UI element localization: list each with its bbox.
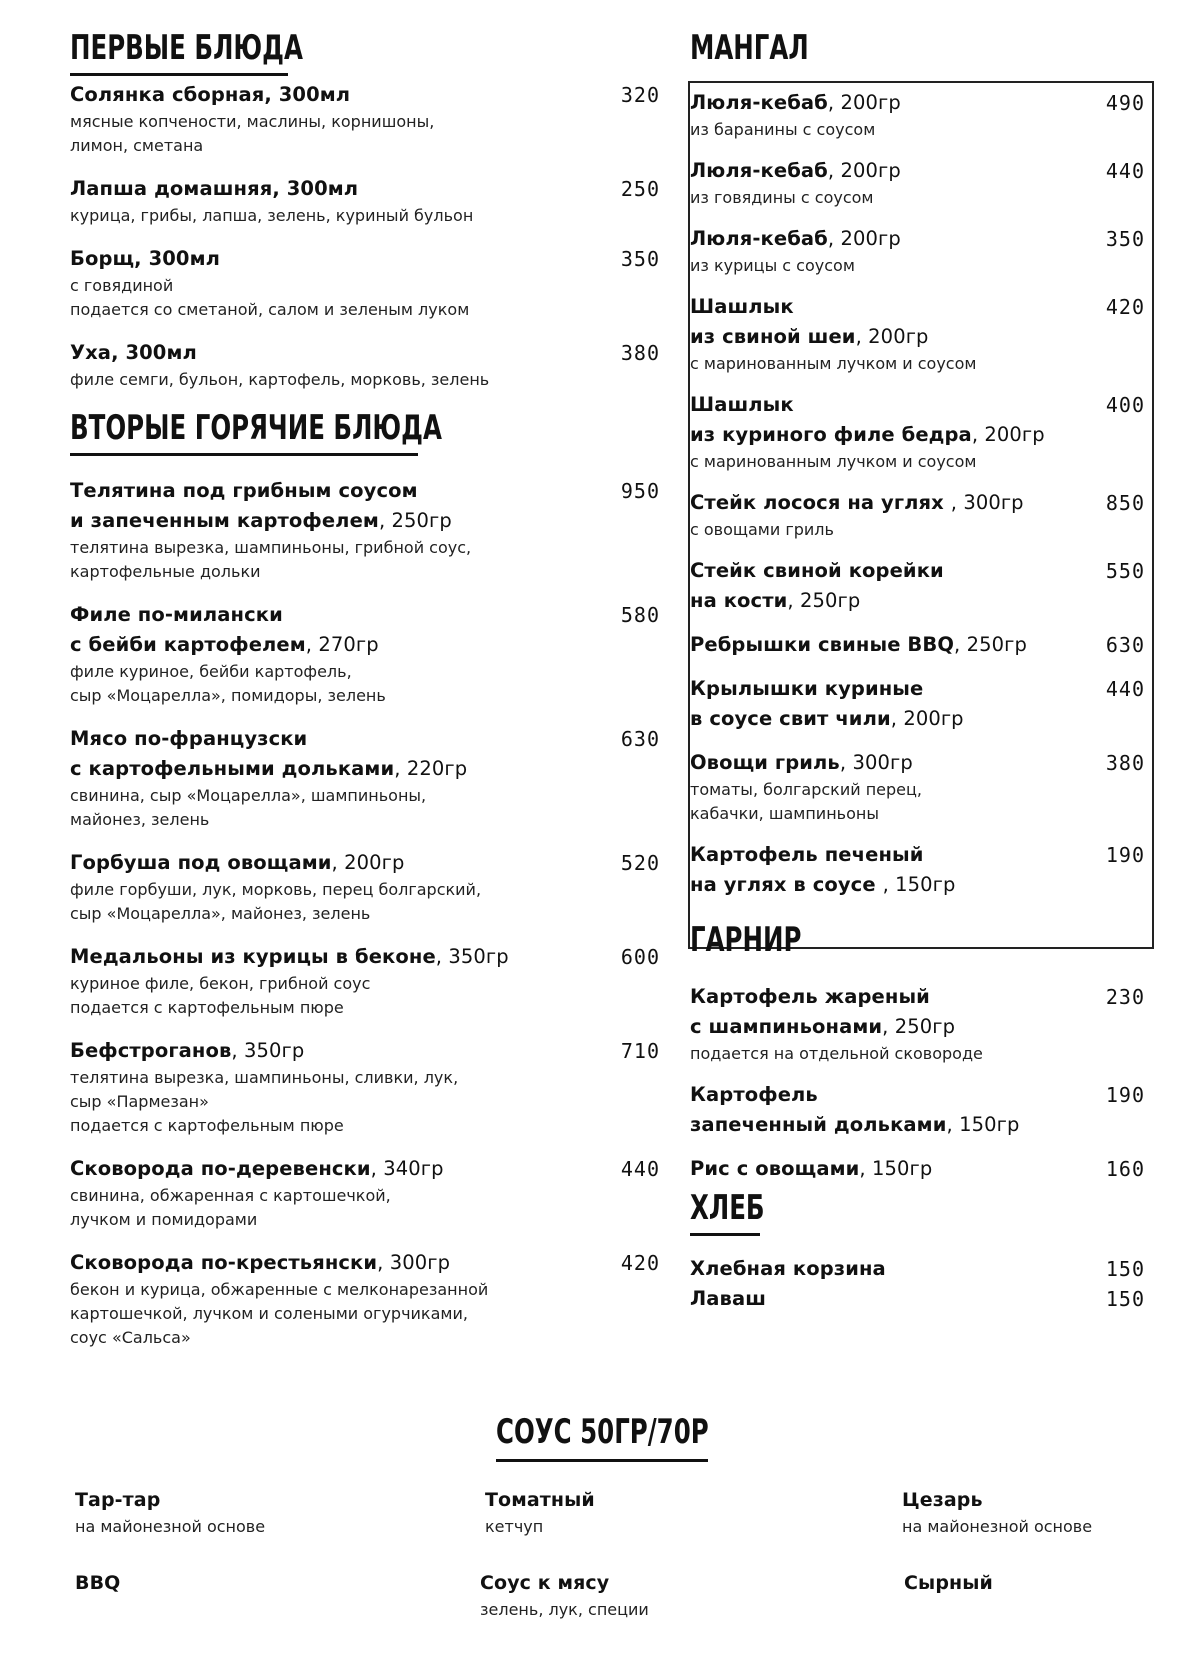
item-price: 320 [620, 83, 660, 107]
item-title: и запеченным картофелем [70, 509, 379, 532]
item-description: филе горбуши, лук, морковь, перец болгарский, [70, 880, 482, 899]
item-name-line2 [690, 1110, 1145, 1140]
item-weight: , 350гр [231, 1039, 305, 1062]
item-weight: , 250гр [787, 589, 861, 612]
item-description: телятина вырезка, шампиньоны, грибной соус, [70, 538, 472, 557]
right-column [690, 28, 1155, 76]
section-title: МАНГАЛ [690, 28, 809, 68]
item-price: 490 [1105, 91, 1145, 115]
item-title: Люля-кебаб [690, 91, 828, 114]
item-name [690, 674, 1145, 704]
item-price: 630 [620, 727, 660, 751]
item-description: из курицы с соусом [690, 256, 855, 275]
section-underline [496, 1459, 708, 1462]
item-price: 230 [1105, 985, 1145, 1009]
item-title: запеченный дольками [690, 1113, 947, 1136]
menu-item [690, 1284, 1145, 1314]
sauce-name: BBQ [75, 1572, 121, 1594]
item-price: 950 [620, 479, 660, 503]
item-description: с маринованным лучком и соусом [690, 354, 977, 373]
menu-item [70, 942, 660, 1020]
item-price: 400 [1105, 393, 1145, 417]
item-title: из свиной шеи [690, 325, 856, 348]
menu-item [70, 1248, 660, 1350]
item-weight: , 300гр [950, 491, 1024, 514]
menu-item [70, 724, 660, 832]
item-name [70, 848, 660, 878]
item-weight: , 300гр [377, 1251, 451, 1274]
menu-item [690, 156, 1145, 210]
item-name [690, 748, 1145, 778]
item-description: соус «Сальса» [70, 1328, 191, 1347]
section-bread [690, 1188, 1145, 1236]
section-garnish [690, 920, 1145, 968]
item-title: Хлебная корзина [690, 1257, 886, 1280]
item-title: Мясо по-французски [70, 727, 308, 750]
item-price: 550 [1105, 559, 1145, 583]
sauce-item [485, 1485, 595, 1539]
item-name-line2 [70, 754, 660, 784]
menu-item [70, 1154, 660, 1232]
item-name [70, 1248, 660, 1278]
menu-item [690, 748, 1145, 826]
item-price: 350 [620, 247, 660, 271]
menu-item [690, 630, 1145, 660]
garnish-section [690, 920, 1145, 1198]
item-price: 600 [620, 945, 660, 969]
sauce-item [480, 1568, 649, 1622]
item-weight: , 250гр [378, 509, 452, 532]
item-description: с маринованным лучком и соусом [690, 452, 977, 471]
item-name [70, 1154, 660, 1184]
item-name [70, 600, 660, 630]
left-column [70, 28, 660, 1366]
menu-item [690, 88, 1145, 142]
menu-item [690, 1080, 1145, 1140]
item-name-line2 [690, 1012, 1145, 1042]
item-description: куриное филе, бекон, грибной соус [70, 974, 371, 993]
item-description: сыр «Пармезан» [70, 1092, 209, 1111]
garnish-list [690, 982, 1145, 1184]
item-price: 380 [620, 341, 660, 365]
item-title: в соусе свит чили [690, 707, 891, 730]
item-weight: , 340гр [370, 1157, 444, 1180]
item-name [690, 88, 1145, 118]
item-title: Шашлык [690, 393, 794, 416]
menu-item [690, 1254, 1145, 1284]
section-title: ВТОРЫЕ ГОРЯЧИЕ БЛЮДА [70, 408, 442, 448]
item-description: курица, грибы, лапша, зелень, куриный бульон [70, 206, 474, 225]
section-first-courses [70, 28, 660, 76]
item-description: картошечкой, лучком и солеными огурчиками, [70, 1304, 468, 1323]
sauce-description: кетчуп [485, 1517, 544, 1536]
menu-item [690, 390, 1145, 474]
item-description: сыр «Моцарелла», помидоры, зелень [70, 686, 386, 705]
first-courses-list [70, 80, 660, 392]
item-price: 160 [1105, 1157, 1145, 1181]
menu-item [690, 556, 1145, 616]
item-title: из куриного филе бедра [690, 423, 972, 446]
item-price: 420 [620, 1251, 660, 1275]
item-title: с бейби картофелем [70, 633, 306, 656]
item-weight: , 150гр [946, 1113, 1020, 1136]
item-weight: , 250гр [954, 633, 1027, 656]
item-title: Ребрышки свиные BBQ [690, 633, 955, 656]
item-name [690, 630, 1145, 660]
item-name [70, 80, 660, 110]
item-name-line2 [690, 586, 1145, 616]
item-description: томаты, болгарский перец, [690, 780, 922, 799]
item-price: 580 [620, 603, 660, 627]
section-title: ПЕРВЫЕ БЛЮДА [70, 28, 303, 68]
item-name [70, 1036, 660, 1066]
item-weight: , 200гр [827, 227, 901, 250]
bread-list [690, 1254, 1145, 1314]
item-description: сыр «Моцарелла», майонез, зелень [70, 904, 371, 923]
item-title: Стейк лосося на углях [690, 491, 951, 514]
item-name [690, 156, 1145, 186]
item-weight: , 200гр [890, 707, 964, 730]
item-price: 190 [1105, 1083, 1145, 1107]
section-title: ГАРНИР [690, 920, 802, 960]
menu-item [690, 674, 1145, 734]
menu-item [70, 476, 660, 584]
item-price: 440 [1105, 159, 1145, 183]
item-weight: , 150гр [882, 873, 956, 896]
item-title: Картофель жареный [690, 985, 930, 1008]
item-title: Лапша домашняя, 300мл [70, 177, 359, 200]
item-name [70, 724, 660, 754]
item-description: лимон, сметана [70, 136, 204, 155]
section-title: СОУС 50ГР/70Р [496, 1412, 709, 1452]
section-mangal [690, 28, 1155, 76]
item-price: 380 [1105, 751, 1145, 775]
sauce-name: Тар-тар [75, 1489, 161, 1511]
menu-item [690, 1154, 1145, 1184]
item-name-line2 [690, 704, 1145, 734]
menu-item [690, 982, 1145, 1066]
item-name [690, 840, 1145, 870]
item-name [690, 390, 1145, 420]
item-weight: , 200гр [827, 159, 901, 182]
item-title: Шашлык [690, 295, 794, 318]
sauce-name: Томатный [485, 1489, 595, 1511]
item-description: подается со сметаной, салом и зеленым луком [70, 300, 470, 319]
item-title: Овощи гриль [690, 751, 840, 774]
item-title: Рис с овощами [690, 1157, 860, 1180]
item-title: Лаваш [690, 1287, 767, 1310]
item-title: Стейк свиной корейки [690, 559, 944, 582]
item-weight: , 350гр [435, 945, 509, 968]
sauce-name: Цезарь [902, 1489, 983, 1511]
item-title: Филе по-милански [70, 603, 283, 626]
menu-item [70, 1036, 660, 1138]
item-weight: , 250гр [882, 1015, 956, 1038]
menu-item [70, 80, 660, 158]
section-underline [70, 453, 418, 456]
sauce-item [904, 1568, 993, 1598]
item-title: Сковорода по-крестьянски [70, 1251, 378, 1274]
sauce-name: Сырный [904, 1572, 993, 1594]
item-weight: , 150гр [859, 1157, 933, 1180]
menu-item [690, 224, 1145, 278]
item-description: из говядины с соусом [690, 188, 874, 207]
item-title: на кости [690, 589, 788, 612]
menu-item [690, 840, 1145, 900]
menu-item [70, 174, 660, 228]
menu-item [70, 244, 660, 322]
sauce-description: зелень, лук, специи [480, 1600, 649, 1619]
bread-section [690, 1188, 1145, 1314]
item-description: подается на отдельной сковороде [690, 1044, 983, 1063]
item-name [70, 476, 660, 506]
item-name [690, 1254, 1145, 1284]
item-title: Картофель [690, 1083, 818, 1106]
item-title: Бефстроганов [70, 1039, 232, 1062]
item-description: лучком и помидорами [70, 1210, 258, 1229]
menu-item [70, 848, 660, 926]
item-description: мясные копчености, маслины, корнишоны, [70, 112, 435, 131]
item-title: Горбуша под овощами [70, 851, 332, 874]
item-weight: , 200гр [855, 325, 929, 348]
item-name [690, 982, 1145, 1012]
item-name [690, 488, 1145, 518]
item-title: Медальоны из курицы в беконе [70, 945, 436, 968]
item-weight: , 200гр [827, 91, 901, 114]
item-price: 190 [1105, 843, 1145, 867]
item-name [690, 1080, 1145, 1110]
second-courses-list [70, 476, 660, 1350]
item-description: свинина, обжаренная с картошечкой, [70, 1186, 391, 1205]
item-title: Солянка сборная, 300мл [70, 83, 351, 106]
item-name [690, 1154, 1145, 1184]
item-description: кабачки, шампиньоны [690, 804, 879, 823]
item-description: из баранины с соусом [690, 120, 876, 139]
item-title: на углях в соусе [690, 873, 883, 896]
item-price: 850 [1105, 491, 1145, 515]
section-second-courses [70, 408, 660, 456]
item-price: 250 [620, 177, 660, 201]
sauce-name: Соус к мясу [480, 1572, 610, 1594]
sauce-item [75, 1485, 265, 1539]
item-title: Картофель печеный [690, 843, 924, 866]
menu-item [690, 488, 1145, 542]
item-title: с шампиньонами [690, 1015, 883, 1038]
item-weight: , 300гр [839, 751, 913, 774]
sauce-description: на майонезной основе [75, 1517, 266, 1536]
item-weight: , 200гр [331, 851, 405, 874]
item-description: телятина вырезка, шампиньоны, сливки, лук, [70, 1068, 459, 1087]
item-title: Телятина под грибным соусом [70, 479, 418, 502]
item-description: с говядиной [70, 276, 174, 295]
item-price: 630 [1105, 633, 1145, 657]
item-title: Борщ, 300мл [70, 247, 220, 270]
item-title: Сковорода по-деревенски [70, 1157, 371, 1180]
item-description: свинина, сыр «Моцарелла», шампиньоны, [70, 786, 427, 805]
item-name-line2 [690, 420, 1145, 450]
menu-item [70, 338, 660, 392]
item-name [70, 174, 660, 204]
item-name-line2 [70, 630, 660, 660]
item-description: филе куриное, бейби картофель, [70, 662, 352, 681]
item-weight: , 200гр [971, 423, 1045, 446]
item-price: 420 [1105, 295, 1145, 319]
item-title: Люля-кебаб [690, 159, 828, 182]
item-name [690, 292, 1145, 322]
item-price: 150 [1105, 1257, 1145, 1281]
sauce-item [75, 1568, 120, 1598]
sauce-description: на майонезной основе [902, 1517, 1093, 1536]
item-description: бекон и курица, обжаренные с мелконарезанной [70, 1280, 489, 1299]
item-description: филе семги, бульон, картофель, морковь, зелень [70, 370, 490, 389]
item-price: 710 [620, 1039, 660, 1063]
item-name [70, 244, 660, 274]
item-title: Крылышки куриные [690, 677, 924, 700]
item-description: картофельные дольки [70, 562, 261, 581]
item-description: с овощами гриль [690, 520, 834, 539]
item-price: 520 [620, 851, 660, 875]
item-name [690, 556, 1145, 586]
item-name-line2 [70, 506, 660, 536]
section-underline [690, 1233, 760, 1236]
item-title: Люля-кебаб [690, 227, 828, 250]
item-name [70, 942, 660, 972]
menu-item [690, 292, 1145, 376]
item-price: 350 [1105, 227, 1145, 251]
item-name [690, 224, 1145, 254]
item-title: с картофельными дольками [70, 757, 395, 780]
item-name [690, 1284, 1145, 1314]
item-description: подается с картофельным пюре [70, 998, 344, 1017]
item-name-line2 [690, 322, 1145, 352]
item-title: Уха, 300мл [70, 341, 197, 364]
item-description: майонез, зелень [70, 810, 210, 829]
item-weight: , 270гр [305, 633, 379, 656]
item-description: подается с картофельным пюре [70, 1116, 344, 1135]
menu-item [70, 600, 660, 708]
item-name-line2 [690, 870, 1145, 900]
mangal-list [690, 88, 1145, 914]
sauce-item [902, 1485, 1092, 1539]
section-underline [70, 73, 288, 76]
section-sauce [496, 1412, 791, 1462]
item-price: 150 [1105, 1287, 1145, 1311]
section-title: ХЛЕБ [690, 1188, 765, 1228]
item-price: 440 [1105, 677, 1145, 701]
item-name [70, 338, 660, 368]
item-price: 440 [620, 1157, 660, 1181]
item-weight: , 220гр [394, 757, 468, 780]
